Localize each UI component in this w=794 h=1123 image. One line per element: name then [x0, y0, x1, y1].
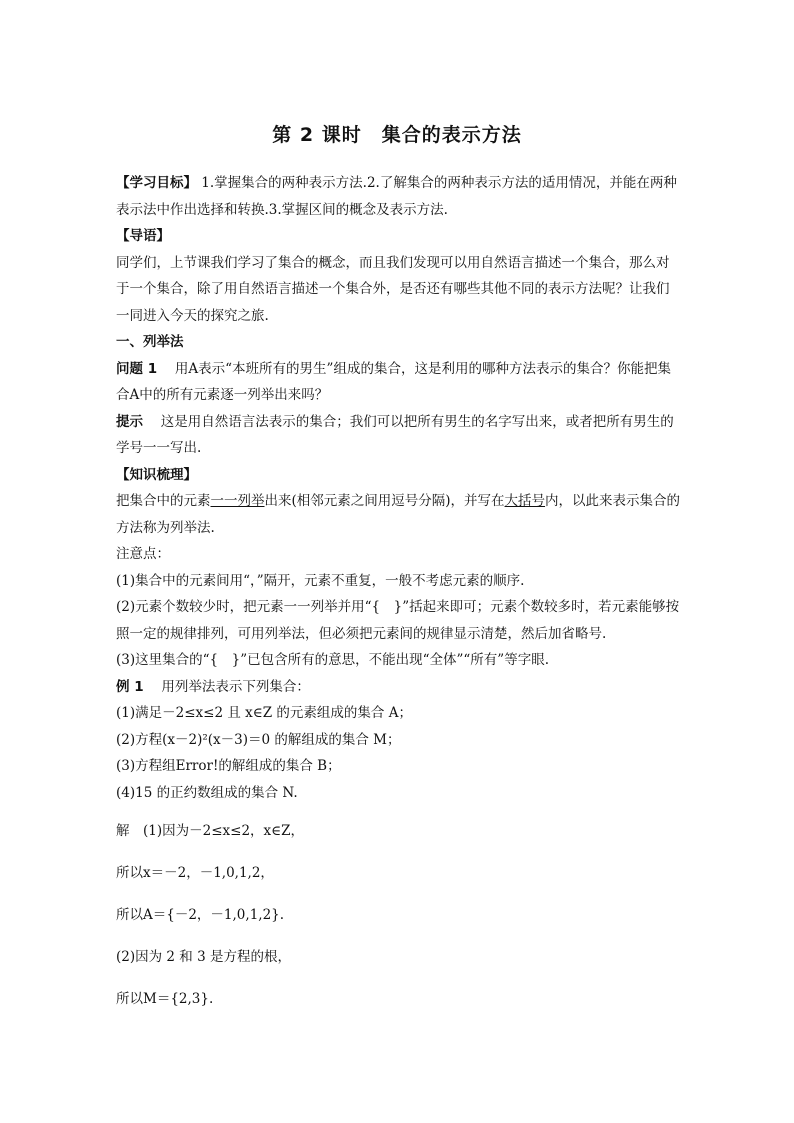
question-1 [116, 356, 681, 409]
example-item: (4)15 的正约数组成的集合 N. [116, 784, 298, 801]
example-item: (1)满足－2≤x≤2 且 x∈Z 的元素组成的集合 A； [116, 705, 412, 721]
note-item: (2)元素个数较少时，把元素一一列举并用“{ }”括起来即可；元素个数较多时，若元素能够按照一定的规律排列，可用列举法，但必须把元素间的规律显示清楚，然后加省略号. [116, 599, 680, 642]
knowledge-label: 【知识梳理】 [116, 466, 197, 483]
learning-objectives [116, 170, 681, 223]
knowledge-text [116, 488, 681, 541]
knowledge-part: 把集合中的元素 [116, 493, 211, 509]
objectives-label: 【学习目标】 [116, 175, 197, 191]
knowledge-part: 内，以此来表示集合的方法称为列举法. [116, 493, 681, 536]
solution-line: (2)因为 2 和 3 是方程的根， [116, 949, 291, 965]
hint-label: 提示 [116, 413, 143, 430]
underlined-term: 一一列举 [210, 493, 265, 509]
hint-text: 这是用自然语言法表示的集合；我们可以把所有男生的名字写出来，或者把所有男生的学号一一写出. [116, 413, 674, 456]
example-text: 用列举法表示下列集合： [147, 678, 310, 695]
question-label: 问题 1 [116, 360, 158, 377]
solution-line: 所以A＝{－2，－1,0,1,2}. [116, 907, 285, 923]
solution-line: 解 (1)因为－2≤x≤2，x∈Z， [116, 823, 305, 839]
solution-line: 所以x＝－2，－1,0,1,2， [116, 865, 274, 881]
question-text: 用A表示“本班所有的男生”组成的集合，这是利用的哪种方法表示的集合？你能把集合A中的所有元素逐一列举出来吗？ [116, 360, 671, 403]
notes-label: 注意点： [116, 546, 170, 562]
hint [116, 409, 681, 462]
objectives-text: 1.掌握集合的两种表示方法.2.了解集合的两种表示方法的适用情况，并能在两种表示法中作出选择和转换.3.掌握区间的概念及表示方法. [116, 175, 677, 218]
example-label: 例 1 [116, 678, 144, 695]
knowledge-part: 出来(相邻元素之间用逗号分隔)，并写在 [264, 493, 505, 509]
underlined-term: 大括号 [504, 493, 546, 509]
note-item: (1)集合中的元素间用“，”隔开，元素不重复，一般不考虑元素的顺序. [116, 572, 525, 589]
section-heading: 一、列举法 [116, 334, 184, 350]
intro-text: 同学们，上节课我们学习了集合的概念，而且我们发现可以用自然语言描述一个集合，那么对于一个集合，除了用自然语言描述一个集合外，是否还有哪些其他不同的表示方法呢？让我们一同进入今天的探究之旅. [116, 254, 670, 324]
example-item: (3)方程组Error!的解组成的集合 B； [116, 758, 341, 774]
note-item: (3)这里集合的“{ }”已包含所有的意思，不能出现“全体”“所有”等字眼. [116, 652, 550, 668]
document-body [116, 170, 681, 1016]
solution-line: 所以M＝{2,3}. [116, 991, 214, 1007]
example-1 [116, 674, 681, 701]
intro-label: 【导语】 [116, 228, 170, 244]
example-item: (2)方程(x－2)²(x－3)＝0 的解组成的集合 M； [116, 731, 401, 748]
page-title: 第 2 课时 集合的表示方法 [272, 124, 522, 146]
